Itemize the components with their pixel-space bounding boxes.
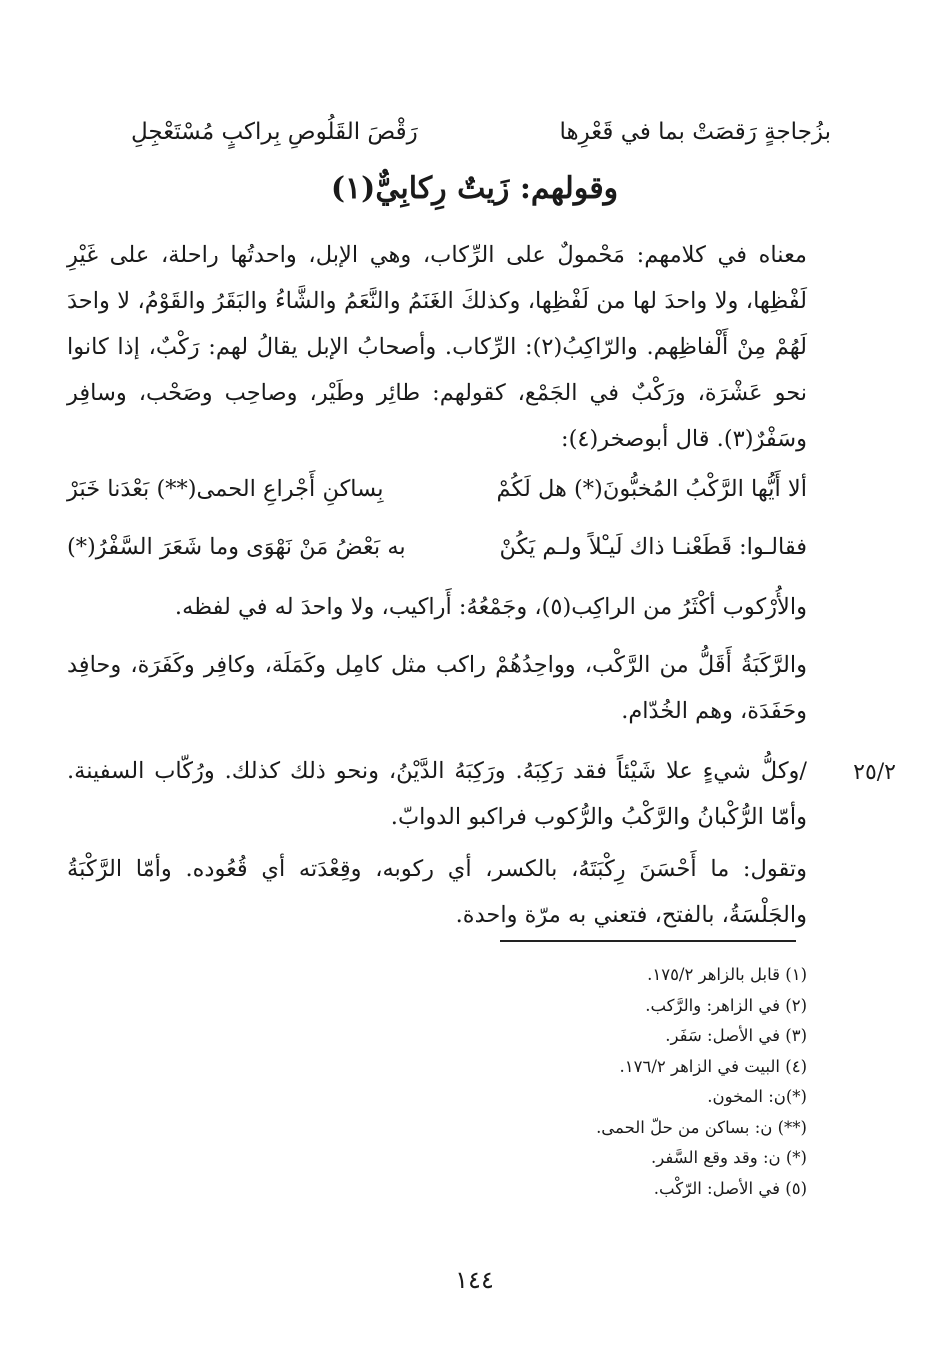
poem-line-1-first: ألا أَيُّها الرَّكْبُ المُخبُّونَ(*) هل لَكُمْ [496, 476, 807, 502]
footnote-5: (٥) في الأصل: الرّكْب. [653, 1178, 807, 1198]
paragraph-urkub: والأُرْكوب أكْثَرُ من الراكِب(٥)، وجَمْعُهُ: أَراكيب، ولا واحدَ له في لفظه. [174, 594, 807, 620]
page-number: ١٤٤ [455, 1266, 494, 1294]
footnote-4: (٤) البيت في الزاهر ١٧٦/٢. [619, 1056, 807, 1076]
footnotes [387, 960, 807, 1204]
paragraph-rikba: وتقول: ما أَحْسَنَ رِكْبَتَهُ، بالكسر، أي ركوبه، وقِعْدَته أي قُعُوده. وأمّا الرَّكْبَةُ والجَلْسَةُ، بالفتح، فتعني به مرّة واحدة. [67, 856, 807, 928]
poem-line-1-second: بِساكنِ أَجْراعِ الحمى(**) بَعْدَنا خَبَرْ [67, 476, 384, 502]
footnote-separator [500, 940, 796, 942]
poem-line-2 [67, 524, 807, 570]
footnote-star-2: (**) ن: بساكن من حلّ الحمى. [596, 1117, 807, 1137]
verse-first-hemistich: بزُجاجةٍ رَقصَتْ بما في قَعْرِها [559, 119, 831, 145]
paragraph-rakiba: /وكلُّ شيءٍ علا شَيْئاً فقد رَكِبَهُ. ورَكِبَهُ الدَّيْنُ، ونحو ذلك كذلك. ورُكّاب السفينة. وأمّا الرُّكْبانُ والرَّكْبُ والرُّكوب فراكبو الدوابّ. [67, 758, 807, 830]
verse-second-hemistich: رَقْصَ القَلُوصِ بِراكبٍ مُسْتَعْجِلِ [131, 119, 418, 145]
margin-reference: ٢٥/٢ [853, 760, 896, 785]
footnote-3: (٣) في الأصل: سَفَر. [665, 1026, 807, 1045]
footnote-2: (٢) في الزاهر: والرَّكب. [645, 995, 807, 1015]
verse-line-top [131, 110, 831, 154]
paragraph-rakaba: والرَّكَبَةُ أَقَلُّ من الرَّكْب، وواحِدُهُمْ راكب مثل كامِل وكَمَلَة، وكافِر وكَفَرَة، وحافِد وحَفَدَة، وهم الخُدّام. [67, 652, 807, 724]
footnote-star-1: (*)ن: المخون. [707, 1087, 807, 1106]
poem-line-1 [67, 466, 807, 512]
footnote-1: (١) قابل بالزاهر ١٧٥/٢. [647, 965, 807, 984]
poem-line-2-first: فقالـوا: قَطَعْنـا ذاك لَيـْلاً ولـم يَكُنْ [499, 534, 807, 560]
paragraph-meaning: معناه في كلامهم: مَحْمولٌ على الرِّكاب، وهي الإبل، واحدتُها راحلة، على غَيْرِ لَفْظِها، ولا واحدَ لها من لَفْظِها، وكذلكَ الغَنَمُ والنَّعَمُ والشَّاءُ والبَقَرُ والقَوْمُ، لا واحدَ لَهُمْ مِنْ أَلْفاظِهم. والرّاكِبُ(٢): الرِّكاب. وأصحابُ الإبل يقالُ لهم: رَكْبٌ، إذا كانوا نحو عَشْرَة، ورَكْبٌ في الجَمْع، كقولهم: طائِر وطَيْر، وصاحِب وصَحْب، وسافِر وسَفْرٌ(٣). قال أبوصخر(٤): [67, 242, 807, 452]
footnote-star-3: (*) ن: وقد وقع السَّفر. [651, 1148, 807, 1167]
poem-line-2-second: به بَعْضُ مَنْ نَهْوَى وما شَعَرَ السَّفْرُ(*) [67, 534, 406, 560]
section-title: وقولهم: زَيتٌ رِكابِيٌّ(١) [330, 171, 619, 206]
